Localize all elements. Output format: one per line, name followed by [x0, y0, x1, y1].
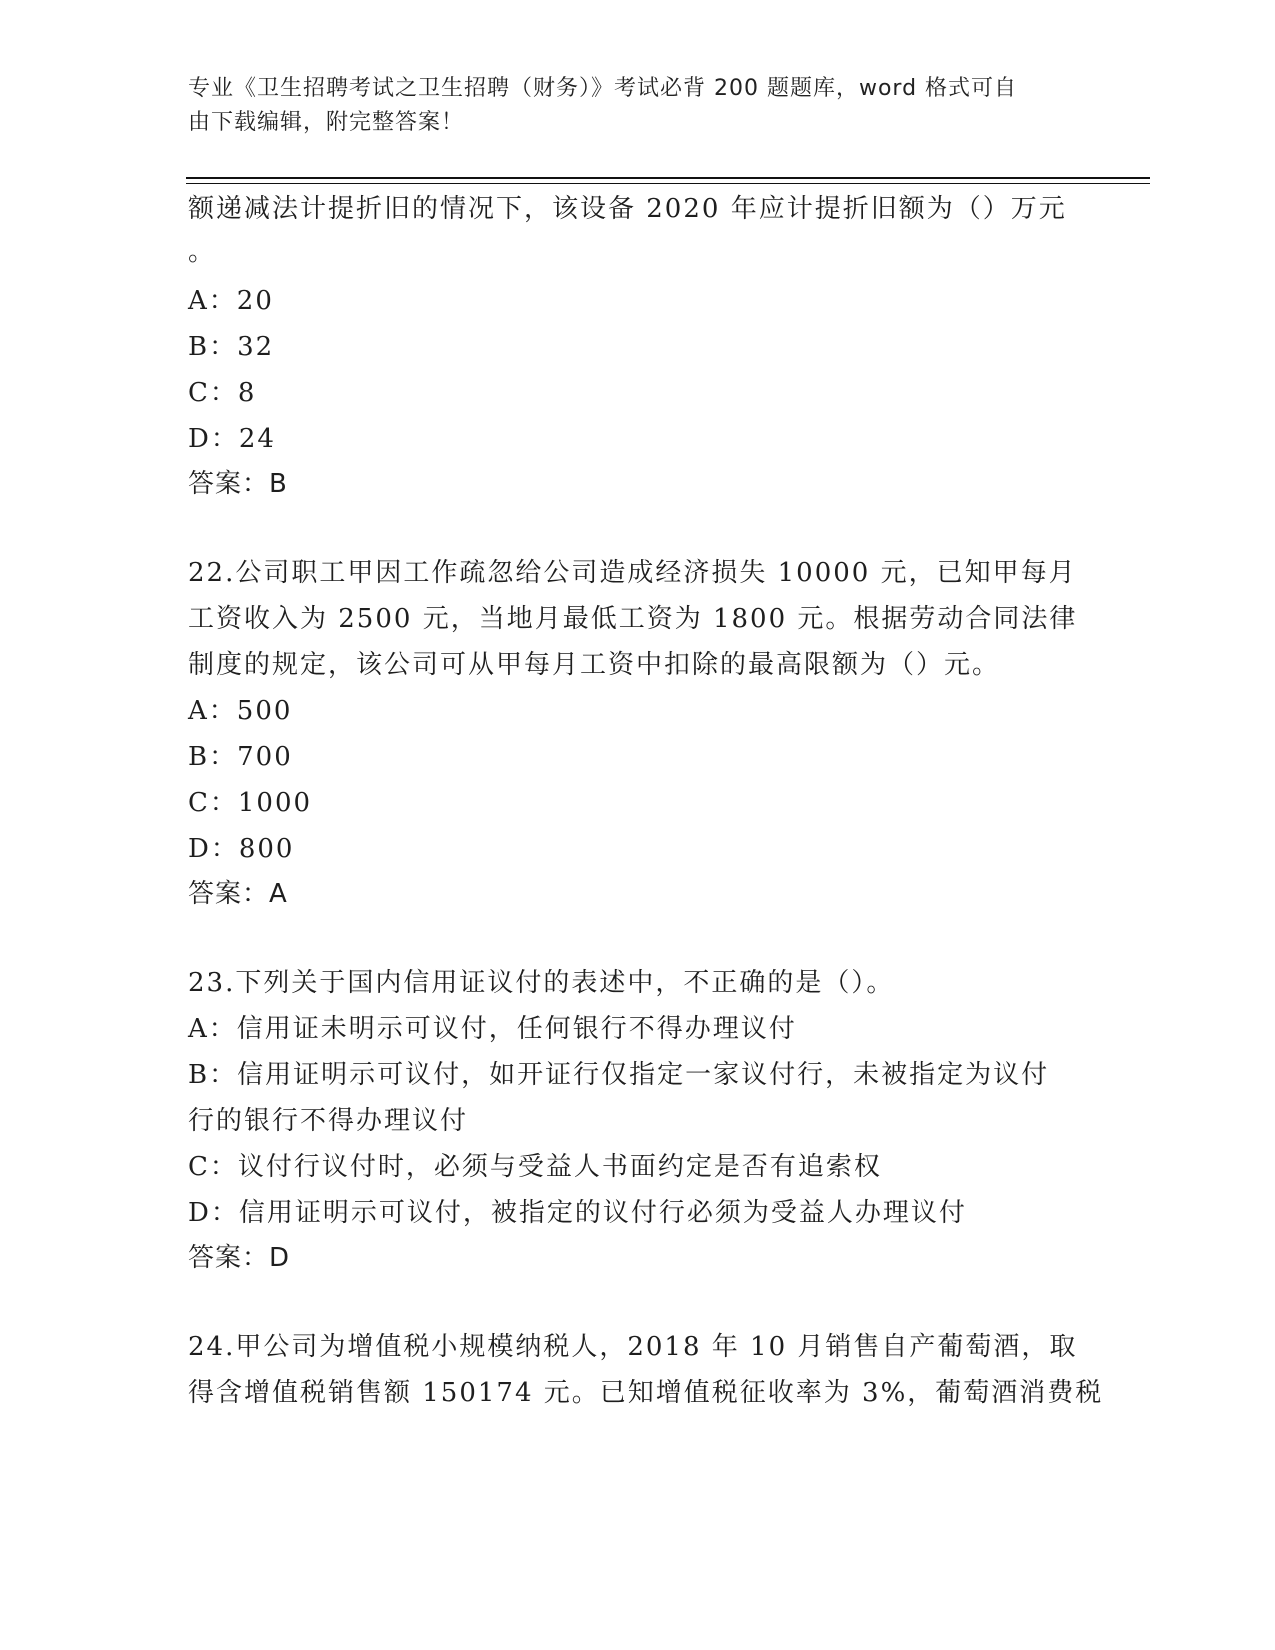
question-text-line: 额递减法计提折旧的情况下，该设备 2020 年应计提折旧额为（）万元: [188, 194, 1067, 224]
question-21: [188, 186, 1088, 506]
question-content: [188, 186, 1104, 1416]
option-b: B：32: [188, 332, 275, 362]
question-22: [188, 550, 1088, 916]
option-c: C：1000: [188, 788, 313, 818]
option-c: C：8: [188, 378, 257, 408]
option-d: D：800: [188, 834, 295, 864]
spacer: [188, 916, 1088, 960]
option-b-continued: 行的银行不得办理议付: [188, 1106, 469, 1136]
spacer: [188, 506, 1088, 550]
option-b: B：信用证明示可议付，如开证行仅指定一家议付行，未被指定为议付: [188, 1060, 1050, 1090]
question-text-line: 23.下列关于国内信用证议付的表述中，不正确的是（）。: [188, 968, 895, 998]
header-rule-thin: [186, 183, 1150, 184]
option-d: D：24: [188, 424, 276, 454]
question-23: [188, 960, 1088, 1280]
document-header: [188, 72, 1068, 140]
question-text-line: 22.公司职工甲因工作疏忽给公司造成经济损失 10000 元，已知甲每月: [188, 558, 1077, 588]
option-d: D：信用证明示可议付，被指定的议付行必须为受益人办理议付: [188, 1198, 967, 1228]
option-a: A：20: [188, 286, 274, 316]
question-text-line: 制度的规定，该公司可从甲每月工资中扣除的最高限额为（）元。: [188, 650, 1001, 680]
header-rule-thick: [186, 177, 1150, 179]
question-text-line: 24.甲公司为增值税小规模纳税人，2018 年 10 月销售自产葡萄酒，取: [188, 1332, 1078, 1362]
question-text-line: 。: [188, 237, 217, 267]
answer-line: 答案：A: [188, 879, 288, 909]
option-a: A：信用证未明示可议付，任何银行不得办理议付: [188, 1014, 797, 1044]
header-line-1: 专业《卫生招聘考试之卫生招聘（财务）》考试必背 200 题题库，word 格式可自: [188, 76, 1018, 101]
option-a: A：500: [188, 696, 293, 726]
question-text-line: 得含增值税销售额 150174 元。已知增值税征收率为 3%，葡萄酒消费税: [188, 1378, 1104, 1408]
option-c: C：议付行议付时，必须与受益人书面约定是否有追索权: [188, 1152, 882, 1182]
question-text-line: 工资收入为 2500 元，当地月最低工资为 1800 元。根据劳动合同法律: [188, 604, 1078, 634]
header-line-2: 由下载编辑，附完整答案！: [188, 110, 465, 135]
question-24: [188, 1324, 1104, 1416]
answer-line: 答案：B: [188, 469, 288, 499]
option-b: B：700: [188, 742, 293, 772]
answer-line: 答案：D: [188, 1243, 291, 1273]
spacer: [188, 1280, 1088, 1324]
